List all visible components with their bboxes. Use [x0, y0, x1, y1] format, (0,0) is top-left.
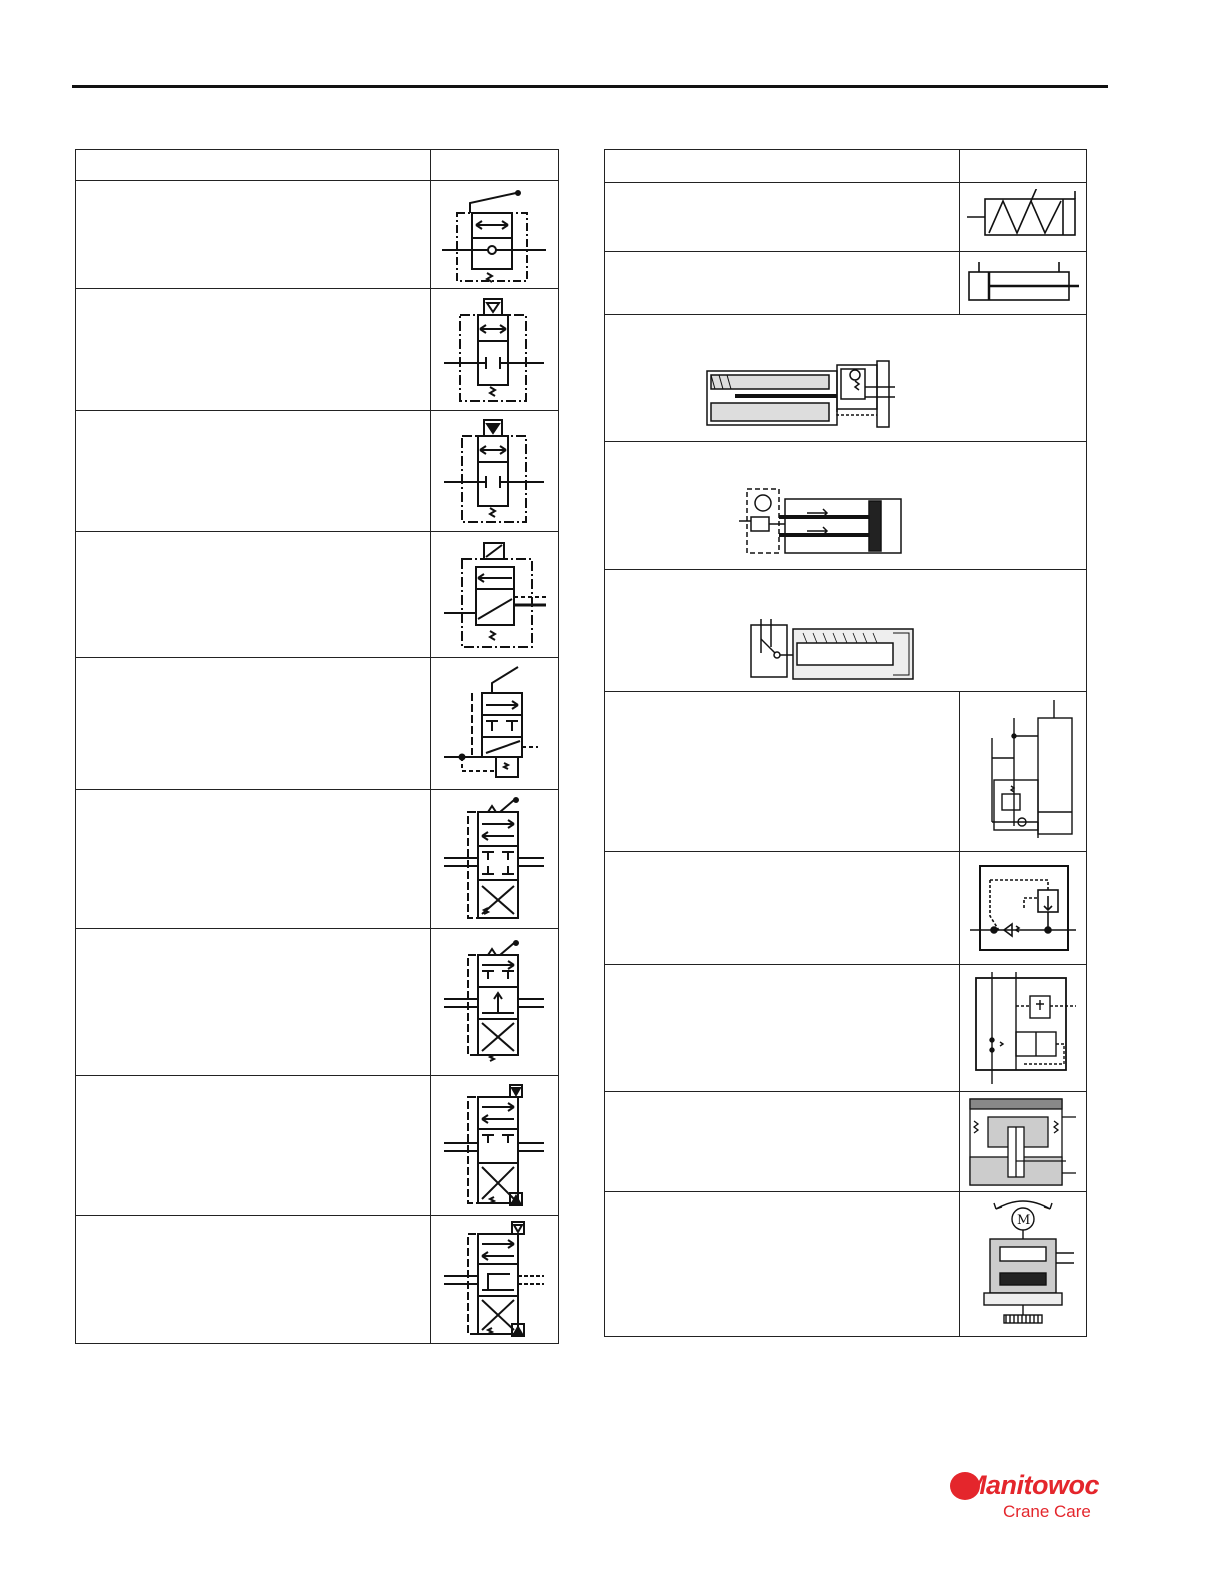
svg-text:M: M — [1017, 1213, 1031, 1228]
table-row — [76, 181, 559, 289]
component-symbol-table — [604, 149, 1087, 1337]
symbol-cell — [431, 411, 559, 532]
description-cell — [76, 658, 431, 790]
symbol-cell — [960, 1092, 1087, 1192]
table-row — [605, 1092, 1087, 1192]
valve-lever-detent-icon — [440, 665, 550, 783]
symbol-cell — [605, 570, 1087, 692]
manitowoc-logo — [950, 1470, 1110, 1530]
description-header — [76, 150, 431, 181]
table-row — [76, 929, 559, 1076]
symbol-cell — [960, 252, 1087, 315]
symbol-cell — [960, 692, 1087, 852]
description-cell — [76, 181, 431, 289]
symbol-cell — [431, 929, 559, 1076]
description-cell — [605, 183, 960, 252]
description-cell — [76, 532, 431, 658]
symbol-cell — [431, 658, 559, 790]
brand-sub: Crane Care — [1003, 1502, 1091, 1521]
valve-2way-pilot-open-icon — [440, 295, 550, 405]
symbol-header — [960, 150, 1087, 183]
cylinder-relief-circuit-icon — [968, 698, 1078, 846]
motor-swivel-icon — [966, 1197, 1080, 1331]
table-row — [76, 289, 559, 411]
description-cell — [605, 252, 960, 315]
description-cell — [605, 965, 960, 1092]
valve-2way-pilot-solid-icon — [440, 416, 550, 526]
symbol-cell — [605, 315, 1087, 442]
table-row — [605, 570, 1087, 692]
table-row — [76, 532, 559, 658]
valve-3pos-pilot-icon — [440, 1083, 550, 1209]
description-cell — [76, 1076, 431, 1216]
valve-solenoid-diagonal-icon — [440, 539, 550, 651]
cylinder-single-acting-icon — [963, 256, 1083, 310]
symbol-cell — [431, 790, 559, 929]
cylinder-pilot-icon — [747, 617, 917, 681]
cylinder-holding-valve-icon — [705, 359, 925, 429]
description-cell — [76, 790, 431, 929]
valve-3pos-pilot-float-icon — [440, 1220, 550, 1340]
table-row — [76, 1216, 559, 1344]
header-rule — [72, 85, 1108, 88]
description-header — [605, 150, 960, 183]
symbol-cell — [960, 852, 1087, 965]
cylinder-pump-icon — [737, 487, 907, 559]
description-cell — [76, 1216, 431, 1344]
table-row — [605, 965, 1087, 1092]
symbol-header — [431, 150, 559, 181]
valve-3pos-lever-icon — [440, 796, 550, 922]
description-cell — [76, 929, 431, 1076]
symbol-cell — [960, 183, 1087, 252]
table-row — [605, 442, 1087, 570]
description-cell — [605, 1192, 960, 1337]
table-row — [605, 315, 1087, 442]
description-cell — [76, 289, 431, 411]
brake-section-icon — [966, 1097, 1080, 1187]
relief-check-block-icon — [968, 860, 1078, 956]
valve-3pos-lever-motor-icon — [440, 939, 550, 1065]
description-cell — [605, 1092, 960, 1192]
table-row — [76, 1076, 559, 1216]
table-row — [76, 658, 559, 790]
description-cell — [76, 411, 431, 532]
table-row — [605, 692, 1087, 852]
table-header-row — [605, 150, 1087, 183]
accumulator-spring-icon — [963, 189, 1083, 245]
table-header-row — [76, 150, 559, 181]
description-cell — [605, 692, 960, 852]
brand-name: Manitowoc — [964, 1470, 1099, 1500]
table-row — [605, 852, 1087, 965]
counterbalance-block-icon — [966, 970, 1080, 1086]
symbol-cell — [605, 442, 1087, 570]
table-row — [605, 1192, 1087, 1337]
symbol-cell — [431, 289, 559, 411]
table-row — [76, 411, 559, 532]
symbol-cell — [431, 532, 559, 658]
symbol-cell — [431, 181, 559, 289]
valve-symbol-table — [75, 149, 559, 1344]
symbol-cell — [431, 1216, 559, 1344]
table-row — [605, 183, 1087, 252]
symbol-cell — [960, 965, 1087, 1092]
valve-2way-lever-check-icon — [440, 185, 550, 285]
table-row — [605, 252, 1087, 315]
description-cell — [605, 852, 960, 965]
table-row — [76, 790, 559, 929]
symbol-cell — [431, 1076, 559, 1216]
symbol-cell — [960, 1192, 1087, 1337]
